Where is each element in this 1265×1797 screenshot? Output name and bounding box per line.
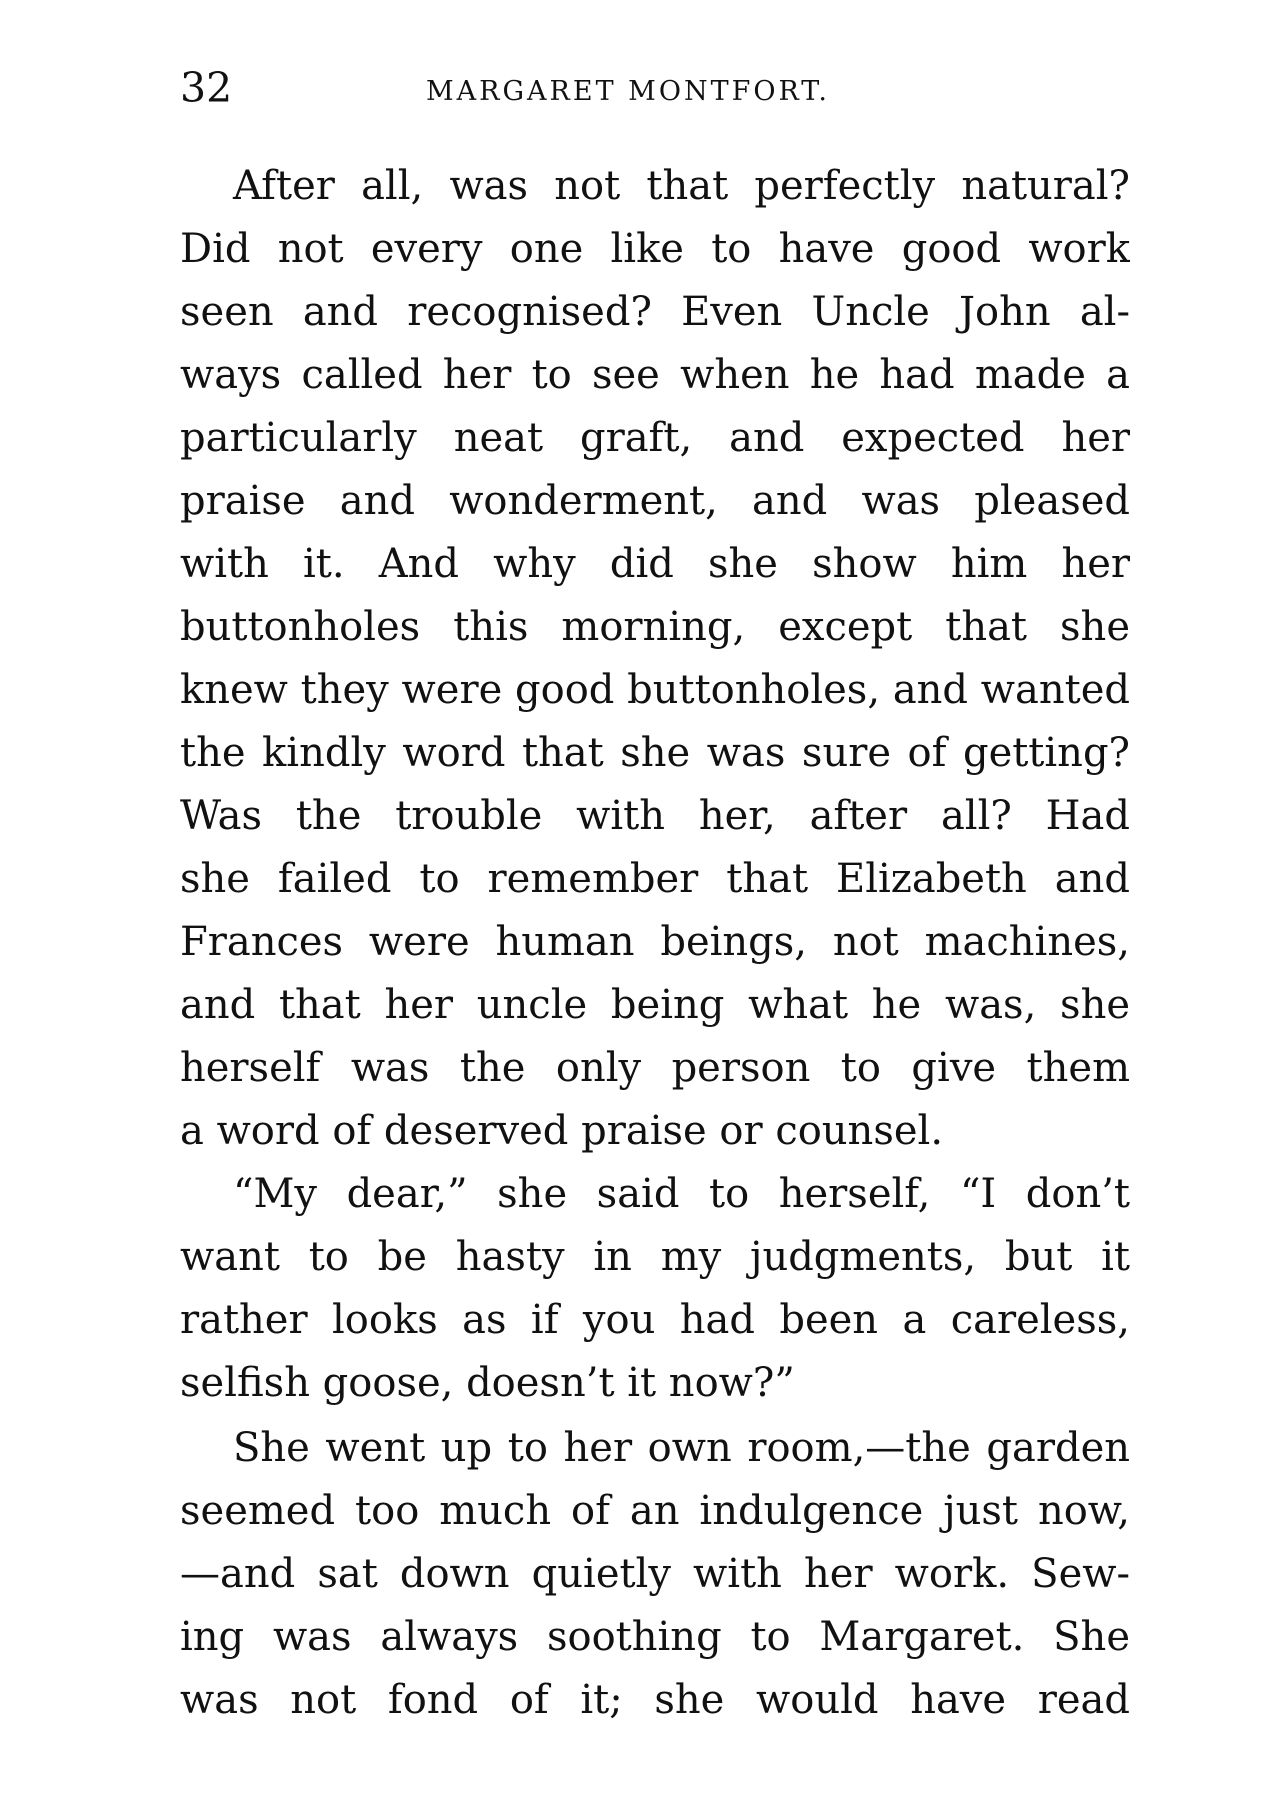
text-line: with it. And why did she show him her [180,541,1130,587]
text-line: and that her uncle being what he was, she [180,982,1130,1028]
text-line: selfish goose, doesn’t it now?” [180,1360,795,1406]
text-line: buttonholes this morning, except that she [180,604,1130,650]
text-line: She went up to her own room,—the garden [233,1425,1130,1471]
paragraph [180,155,1130,1163]
text-line: a word of deserved praise or counsel. [180,1108,944,1154]
paragraph [180,1163,1130,1415]
text-line: rather looks as if you had been a careless, [180,1297,1130,1343]
text-line: “My dear,” she said to herself, “I don’t [233,1171,1130,1217]
text-line: —and sat down quietly with her work. Sew- [180,1551,1130,1597]
text-line: she failed to remember that Elizabeth and [180,856,1130,902]
text-line: praise and wonderment, and was pleased [180,478,1130,524]
page-header [180,58,1130,118]
text-line: ing was always soothing to Margaret. She [180,1614,1130,1660]
text-line: Did not every one like to have good work [180,226,1130,272]
text-line: seen and recognised? Even Uncle John al- [180,289,1130,335]
body-text [180,155,1130,1732]
text-line: the kindly word that she was sure of getting? [180,730,1130,776]
running-head-title: MARGARET MONTFORT. [426,76,830,107]
text-line: herself was the only person to give them [180,1045,1130,1091]
text-line: knew they were good buttonholes, and wanted [180,667,1130,713]
text-line: particularly neat graft, and expected her [180,415,1130,461]
text-line: Was the trouble with her, after all? Had [180,793,1130,839]
text-line: was not fond of it; she would have read [180,1677,1130,1723]
text-line: Frances were human beings, not machines, [180,919,1130,965]
text-line: After all, was not that perfectly natural? [233,163,1130,209]
paragraph [180,1417,1130,1732]
page-number: 32 [180,64,233,112]
text-line: want to be hasty in my judgments, but it [180,1234,1130,1280]
text-line: ways called her to see when he had made a [180,352,1130,398]
text-line: seemed too much of an indulgence just now, [180,1488,1130,1534]
